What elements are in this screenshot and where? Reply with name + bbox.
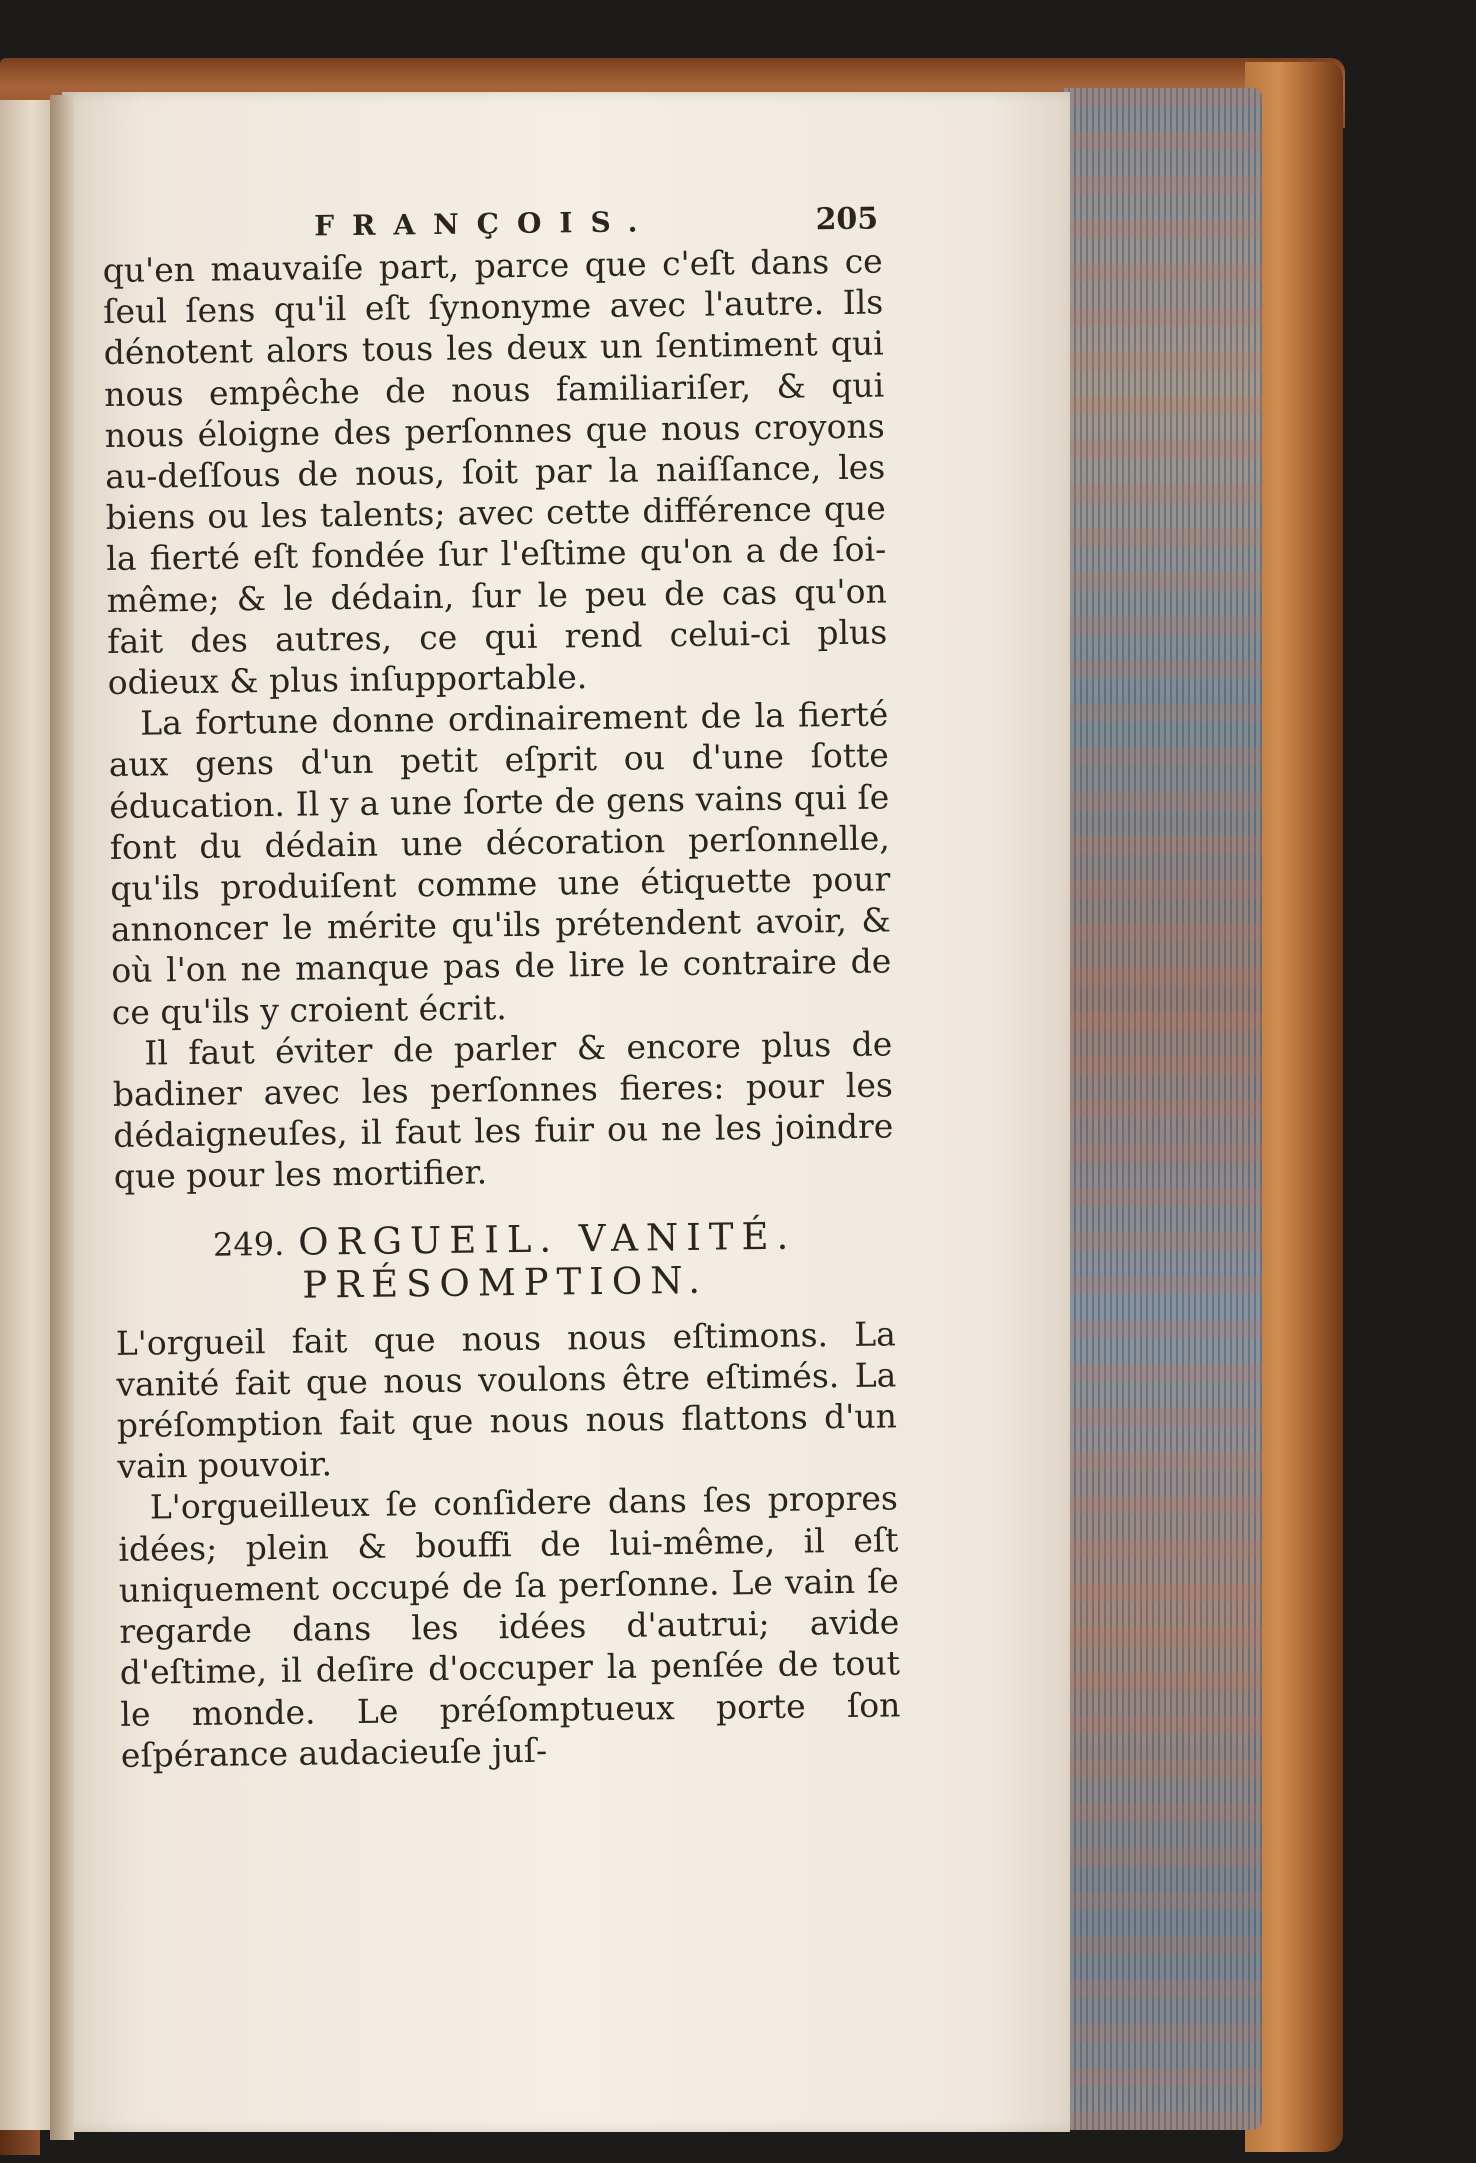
paragraph-eviter: Il faut éviter de parler & encore plus de badiner avec les perſonnes fieres: pour les dédaigneuſes, il faut les fuir ou ne les joindre que pour les mortifier. (112, 1024, 894, 1197)
page-number: 205 (815, 201, 879, 238)
section-heading (114, 1214, 895, 1309)
paragraph-definitions: L'orgueil fait que nous nous eſtimons. La vanité fait que nous voulons être eſtimés. La préſomption fait que nous nous flattons d'un vain pouvoir. (115, 1314, 898, 1487)
marbled-page-edges (1062, 88, 1262, 2130)
running-head (102, 198, 882, 248)
page-text-block (102, 198, 901, 1775)
page-gutter (50, 95, 74, 2140)
section-number: 249. (212, 1224, 285, 1264)
paragraph-orgueilleux: L'orgueilleux ſe conſidere dans ſes propres idées; plein & bouffi de lui-même, il eſt uniquement occupé de ſa perſonne. Le vain ſe regarde dans les idées d'autrui; avide d'eſtime, il deſire d'occuper la penſée de tout le monde. Le préſomptueux porte ſon eſpérance audacieuſe juſ- (118, 1478, 901, 1775)
section-heading-line2: PRÉSOMPTION. (302, 1258, 709, 1307)
paragraph-continuation: qu'en mauvaiſe part, parce que c'eſt dans ce ſeul ſens qu'il eſt ſynonyme avec l'autre. Ils dénotent alors tous les deux un ſentiment qui nous empêche de nous familiariſer, & qui nous éloigne des perſonnes que nous croyons au-deſſous de nous, ſoit par la naiſſance, les biens ou les talents; avec cette différence que la fierté eſt fondée ſur l'eſtime qu'on a de ſoi-même; & le dédain, ſur le peu de cas qu'on fait des autres, ce qui rend celui-ci plus odieux & plus inſupportable. (102, 241, 888, 702)
section-heading-line1: ORGUEIL. VANITÉ. (297, 1214, 797, 1264)
running-head-title: FRANÇOIS. (314, 205, 656, 243)
paragraph-fortune: La fortune donne ordinairement de la fierté aux gens d'un petit eſprit ou d'une ſotte éducation. Il y a une ſorte de gens vains qui ſe font du dédain une décoration perſonnelle, qu'ils produiſent comme une étiquette pour annoncer le mérite qu'ils prétendent avoir, & où l'on ne manque pas de lire le contraire de ce qu'ils y croient écrit. (108, 694, 892, 1032)
